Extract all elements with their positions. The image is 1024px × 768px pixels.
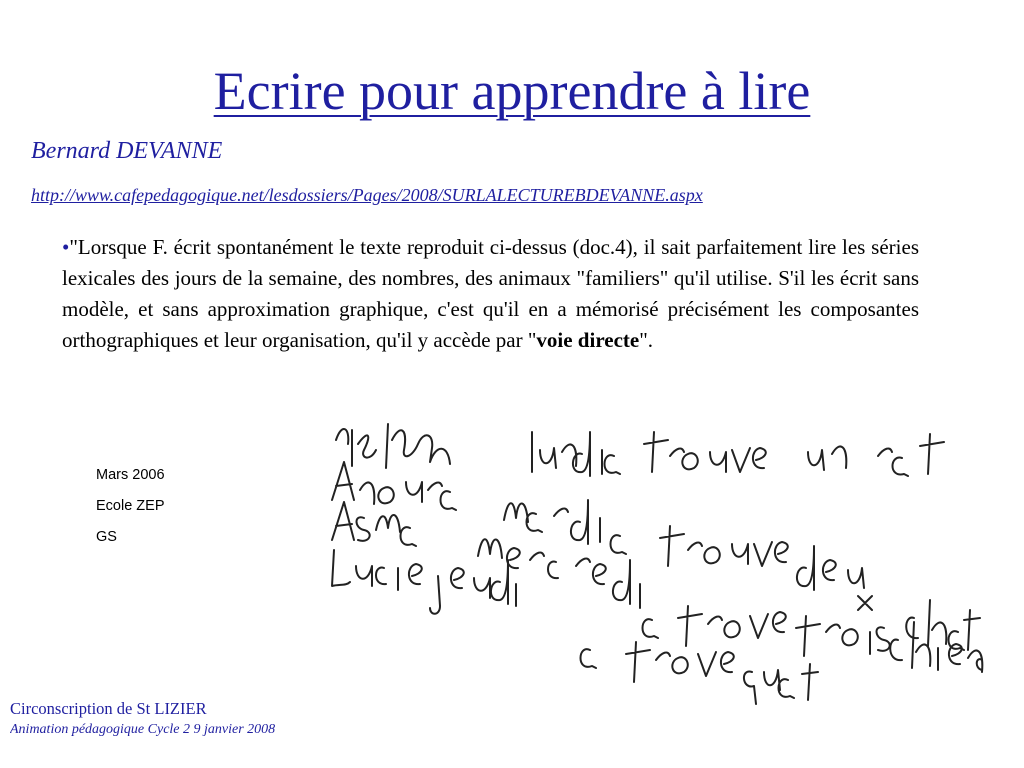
handwriting-line-3 (332, 502, 980, 656)
footer-circonscription: Circonscription de St LIZIER (10, 699, 207, 718)
caption-date: Mars 2006 (96, 467, 165, 483)
caption-school: Ecole ZEP (96, 498, 165, 514)
footer-animation: Animation pédagogique Cycle 2 9 janvier 2008 (10, 722, 276, 737)
quote-text-end: ". (639, 328, 654, 352)
quote-text-start: "Lorsque F. écrit spontanément le texte reproduit ci-dessus (doc.4), il sait parfaitement lire les séries lexicales des jours de la semaine, des nombres, des animaux "familiers" qu'il utilise. S'il les écrit sans modèle, et sans approximation graphique, c'est qu'il en a mémorisé précisément les composantes orthographiques et leur organisation, qu'il y accède par " (62, 235, 919, 352)
handwriting-line-2 (332, 462, 872, 610)
handwriting-line-4 (332, 550, 982, 704)
quote-paragraph (62, 232, 919, 356)
slide-title: Ecrire pour apprendre à lire (213, 61, 811, 121)
bullet-icon: • (62, 235, 70, 259)
handwriting-line-1 (336, 424, 944, 476)
author-name: Bernard DEVANNE (31, 138, 223, 164)
caption-class: GS (96, 529, 117, 545)
source-link[interactable]: http://www.cafepedagogique.net/lesdossiers/Pages/2008/SURLALECTUREBDEVANNE.aspx (31, 185, 703, 205)
quote-text-bold: voie directe (536, 328, 640, 352)
handwriting-sample-image (318, 410, 990, 710)
